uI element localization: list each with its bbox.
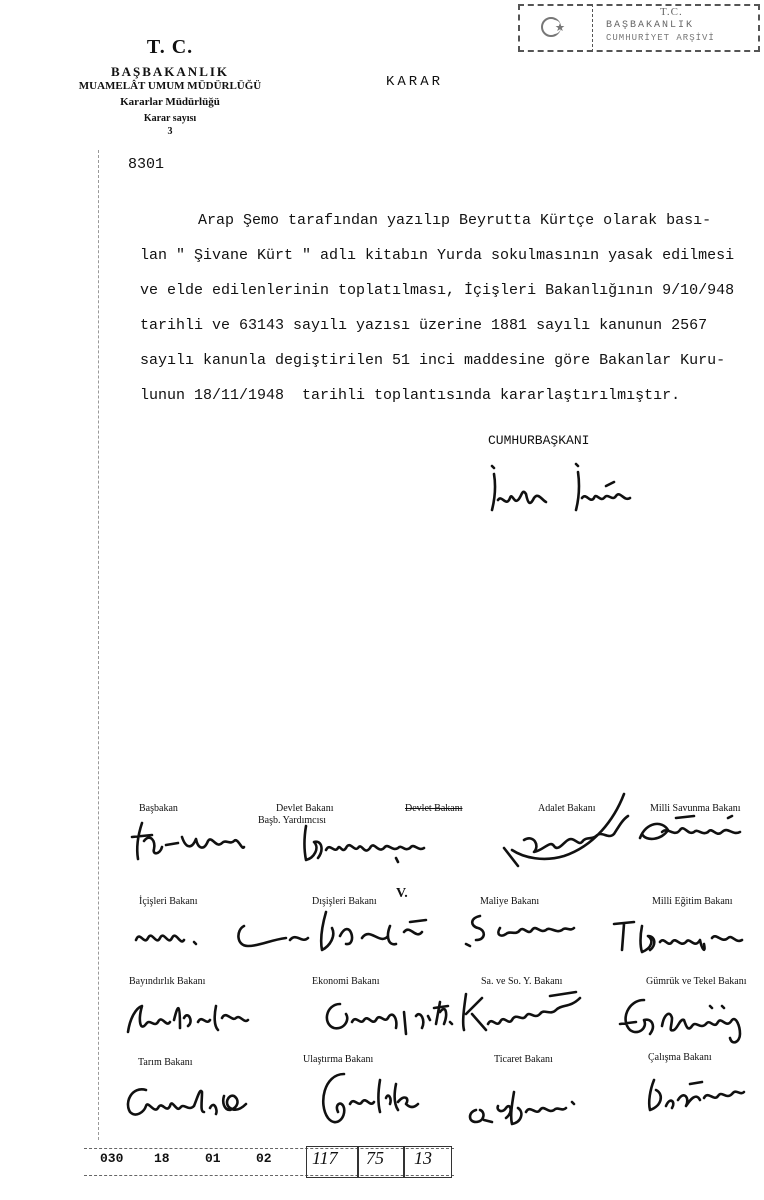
decision-count-value: 3 bbox=[167, 126, 173, 137]
decision-title: KARAR bbox=[386, 74, 444, 90]
minister-label: Milli Savunma Bakanı bbox=[650, 803, 741, 814]
decision-count-label: Karar sayısı bbox=[143, 113, 197, 124]
minister-signature bbox=[118, 1078, 278, 1122]
archive-code-handwritten: 75 bbox=[366, 1148, 384, 1168]
minister-label: İçişleri Bakanı bbox=[139, 896, 198, 907]
body-line: lunun 18/11/1948 tarihli toplantısında kararlaştırılmıştır. bbox=[140, 387, 681, 404]
body-line: ve elde edilenlerinin toplatılması, İçişleri Bakanlığının 9/10/948 bbox=[140, 282, 735, 299]
stamp-line-3: CUMHURİYET ARŞİVİ bbox=[606, 33, 715, 43]
minister-label: Adalet Bakanı bbox=[538, 803, 596, 814]
archive-code: 01 bbox=[205, 1151, 221, 1166]
minister-label: Maliye Bakanı bbox=[480, 896, 540, 907]
minister-signature bbox=[118, 992, 268, 1042]
header-office: Kararlar Müdürlüğü bbox=[120, 96, 220, 108]
minister-signature bbox=[462, 1082, 612, 1132]
minister-label: Bayındırlık Bakanı bbox=[129, 976, 206, 987]
minister-signature bbox=[130, 920, 220, 954]
stamp-line-2: BAŞBAKANLIK bbox=[606, 20, 695, 31]
body-line: lan " Şivane Kürt " adlı kitabın Yurda sokulmasının yasak edilmesi bbox=[140, 247, 735, 264]
crescent-star-icon bbox=[538, 15, 568, 39]
minister-signature bbox=[314, 1068, 434, 1138]
minister-signature bbox=[494, 790, 644, 870]
archive-code-handwritten: 13 bbox=[414, 1148, 432, 1168]
minister-label: Gümrük ve Tekel Bakanı bbox=[646, 976, 747, 987]
header-department: MUAMELÂT UMUM MÜDÜRLÜĞÜ bbox=[78, 80, 262, 92]
archive-code-handwritten: 117 bbox=[312, 1148, 338, 1168]
archive-code: 18 bbox=[154, 1151, 170, 1166]
minister-label: Ticaret Bakanı bbox=[494, 1054, 553, 1065]
minister-signature bbox=[296, 818, 446, 868]
body-line: sayılı kanunla degiştirilen 51 inci maddesine göre Bakanlar Kuru- bbox=[140, 352, 726, 369]
minister-signature bbox=[460, 906, 590, 950]
minister-signature bbox=[230, 906, 440, 956]
archive-code: 02 bbox=[256, 1151, 272, 1166]
minister-label-struck: Devlet Bakanı bbox=[405, 803, 463, 814]
margin-rule bbox=[98, 150, 99, 1140]
archive-code: 030 bbox=[100, 1151, 124, 1166]
minister-sublabel: V. bbox=[396, 886, 408, 901]
minister-label: Ulaştırma Bakanı bbox=[303, 1054, 374, 1065]
minister-sublabel: Başb. Yardımcısı bbox=[258, 815, 327, 826]
minister-label: Milli Eğitim Bakanı bbox=[652, 896, 733, 907]
body-line: tarihli ve 63143 sayılı yazısı üzerine 1881 sayılı kanunun 2567 bbox=[140, 317, 708, 334]
minister-signature bbox=[632, 812, 762, 852]
signer-title: CUMHURBAŞKANI bbox=[488, 433, 590, 448]
minister-signature bbox=[640, 1070, 760, 1120]
minister-signature bbox=[430, 984, 600, 1040]
minister-label: Başbakan bbox=[139, 803, 178, 814]
minister-label: Çalışma Bakanı bbox=[648, 1052, 712, 1063]
minister-signature bbox=[606, 916, 756, 960]
minister-label: Dışişleri Bakanı bbox=[312, 896, 377, 907]
decision-number: 8301 bbox=[128, 156, 165, 173]
president-signature bbox=[484, 458, 664, 528]
minister-signature bbox=[126, 815, 266, 865]
header-ministry: BAŞBAKANLIK bbox=[110, 64, 230, 79]
minister-label: Tarım Bakanı bbox=[138, 1057, 193, 1068]
minister-label: Sa. ve So. Y. Bakanı bbox=[481, 976, 563, 987]
stamp-line-1: T.C. bbox=[660, 6, 683, 18]
stamp-divider bbox=[592, 4, 593, 52]
header-tc: T. C. bbox=[146, 36, 194, 58]
minister-label: Devlet Bakanı bbox=[276, 803, 334, 814]
minister-label: Ekonomi Bakanı bbox=[312, 976, 380, 987]
minister-signature bbox=[614, 990, 764, 1050]
body-line: Arap Şemo tarafından yazılıp Beyrutta Kürtçe olarak bası- bbox=[198, 212, 712, 229]
